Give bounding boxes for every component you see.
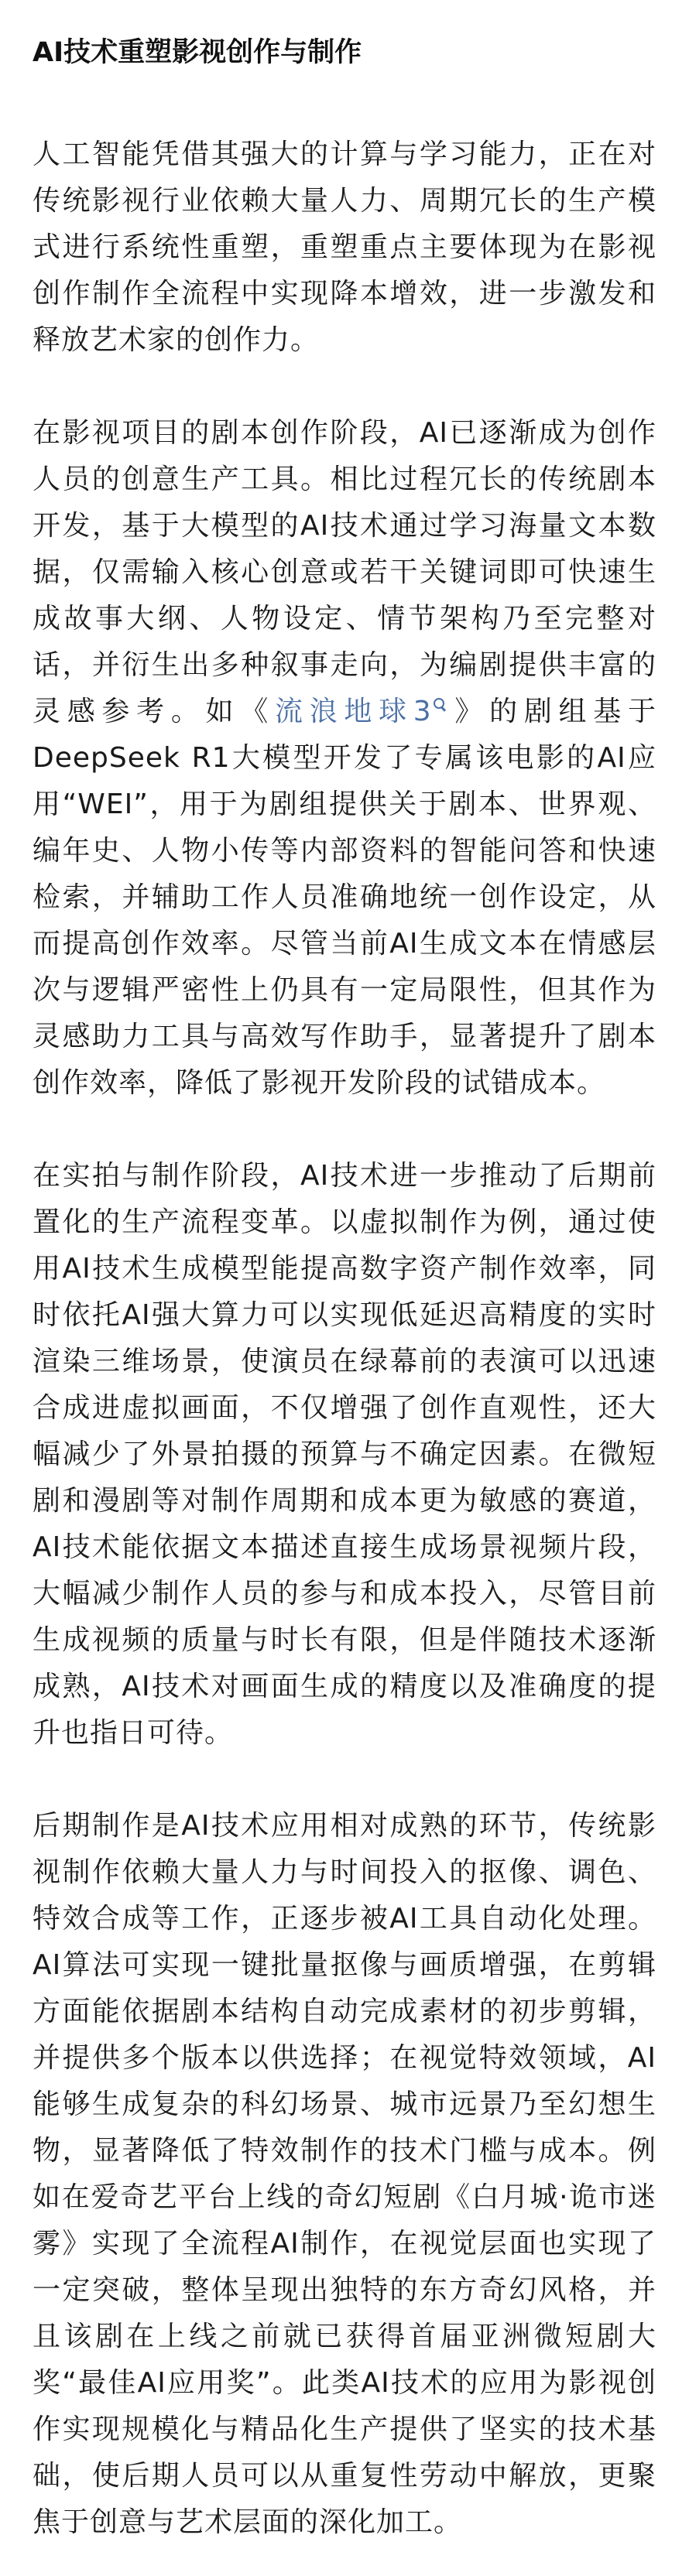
article-title: AI技术重塑影视创作与制作 xyxy=(33,37,362,68)
paragraph-production-stage: 在实拍与制作阶段，AI技术进一步推动了后期前置化的生产流程变革。以虚拟制作为例，通过使用AI技术生成模型能提高数字资产制作效率，同时依托AI强大算力可以实现低延迟高精度的实时渲染三维场景，使演员在绿幕前的表演可以迅速合成进虚拟画面，不仅增强了创作直观性，还大幅减少了外景拍摄的预算与不确定因素。在微短剧和漫剧等对制作周期和成本更为敏感的赛道，AI技术能依据文本描述直接生成场景视频片段，大幅减少制作人员的参与和成本投入，尽管目前生成视频的质量与时长有限，但是伴随技术逐渐成熟，AI技术对画面生成的精度以及准确度的提升也指日可待。 xyxy=(33,1160,656,1749)
paragraph-script-stage xyxy=(33,410,656,1107)
paragraph-text: 在影视项目的剧本创作阶段，AI已逐渐成为创作人员的创意生产工具。相比过程冗长的传统剧本开发，基于大模型的AI技术通过学习海量文本数据，仅需输入核心创意或若干关键词即可快速生成故事大纲、人物设定、情节架构乃至完整对话，并衍生出多种叙事走向，为编剧提供丰富的灵感参考。如《 xyxy=(33,417,656,727)
search-icon xyxy=(434,698,446,710)
movie-search-link[interactable] xyxy=(275,696,449,727)
paragraph-intro: 人工智能凭借其强大的计算与学习能力，正在对传统影视行业依赖大量人力、周期冗长的生产模式进行系统性重塑，重塑重点主要体现为在影视创作制作全流程中实现降本增效，进一步激发和释放艺术家的创作力。 xyxy=(33,139,656,356)
paragraph-post-production: 后期制作是AI技术应用相对成熟的环节，传统影视制作依赖大量人力与时间投入的抠像、调色、特效合成等工作，正逐步被AI工具自动化处理。AI算法可实现一键批量抠像与画质增强，在剪辑方面能依据剧本结构自动完成素材的初步剪辑，并提供多个版本以供选择；在视觉特效领域，AI能够生成复杂的科幻场景、城市远景乃至幻想生物，显著降低了特效制作的技术门槛与成本。例如在爱奇艺平台上线的奇幻短剧《白月城·诡市迷雾》实现了全流程AI制作，在视觉层面也实现了一定突破，整体呈现出独特的东方奇幻风格，并且该剧在上线之前就已获得首届亚洲微短剧大奖“最佳AI应用奖”。此类AI技术的应用为影视创作实现规模化与精品化生产提供了坚实的技术基础，使后期人员可以从重复性劳动中解放，更聚焦于创意与艺术层面的深化加工。 xyxy=(33,1810,656,2538)
movie-search-link-label: 流浪地球3 xyxy=(274,696,432,727)
paragraph-text: 》的剧组基于DeepSeek R1大模型开发了专属该电影的AI应用“WEI”，用于为剧组提供关于剧本、世界观、编年史、人物小传等内部资料的智能问答和快速检索，并辅助工作人员准确地统一创作设定，从而提高创作效率。尽管当前AI生成文本在情感层次与逻辑严密性上仍具有一定局限性，但其作为灵感助力工具与高效写作助手，显著提升了剧本创作效率，降低了影视开发阶段的试错成本。 xyxy=(33,696,656,1099)
